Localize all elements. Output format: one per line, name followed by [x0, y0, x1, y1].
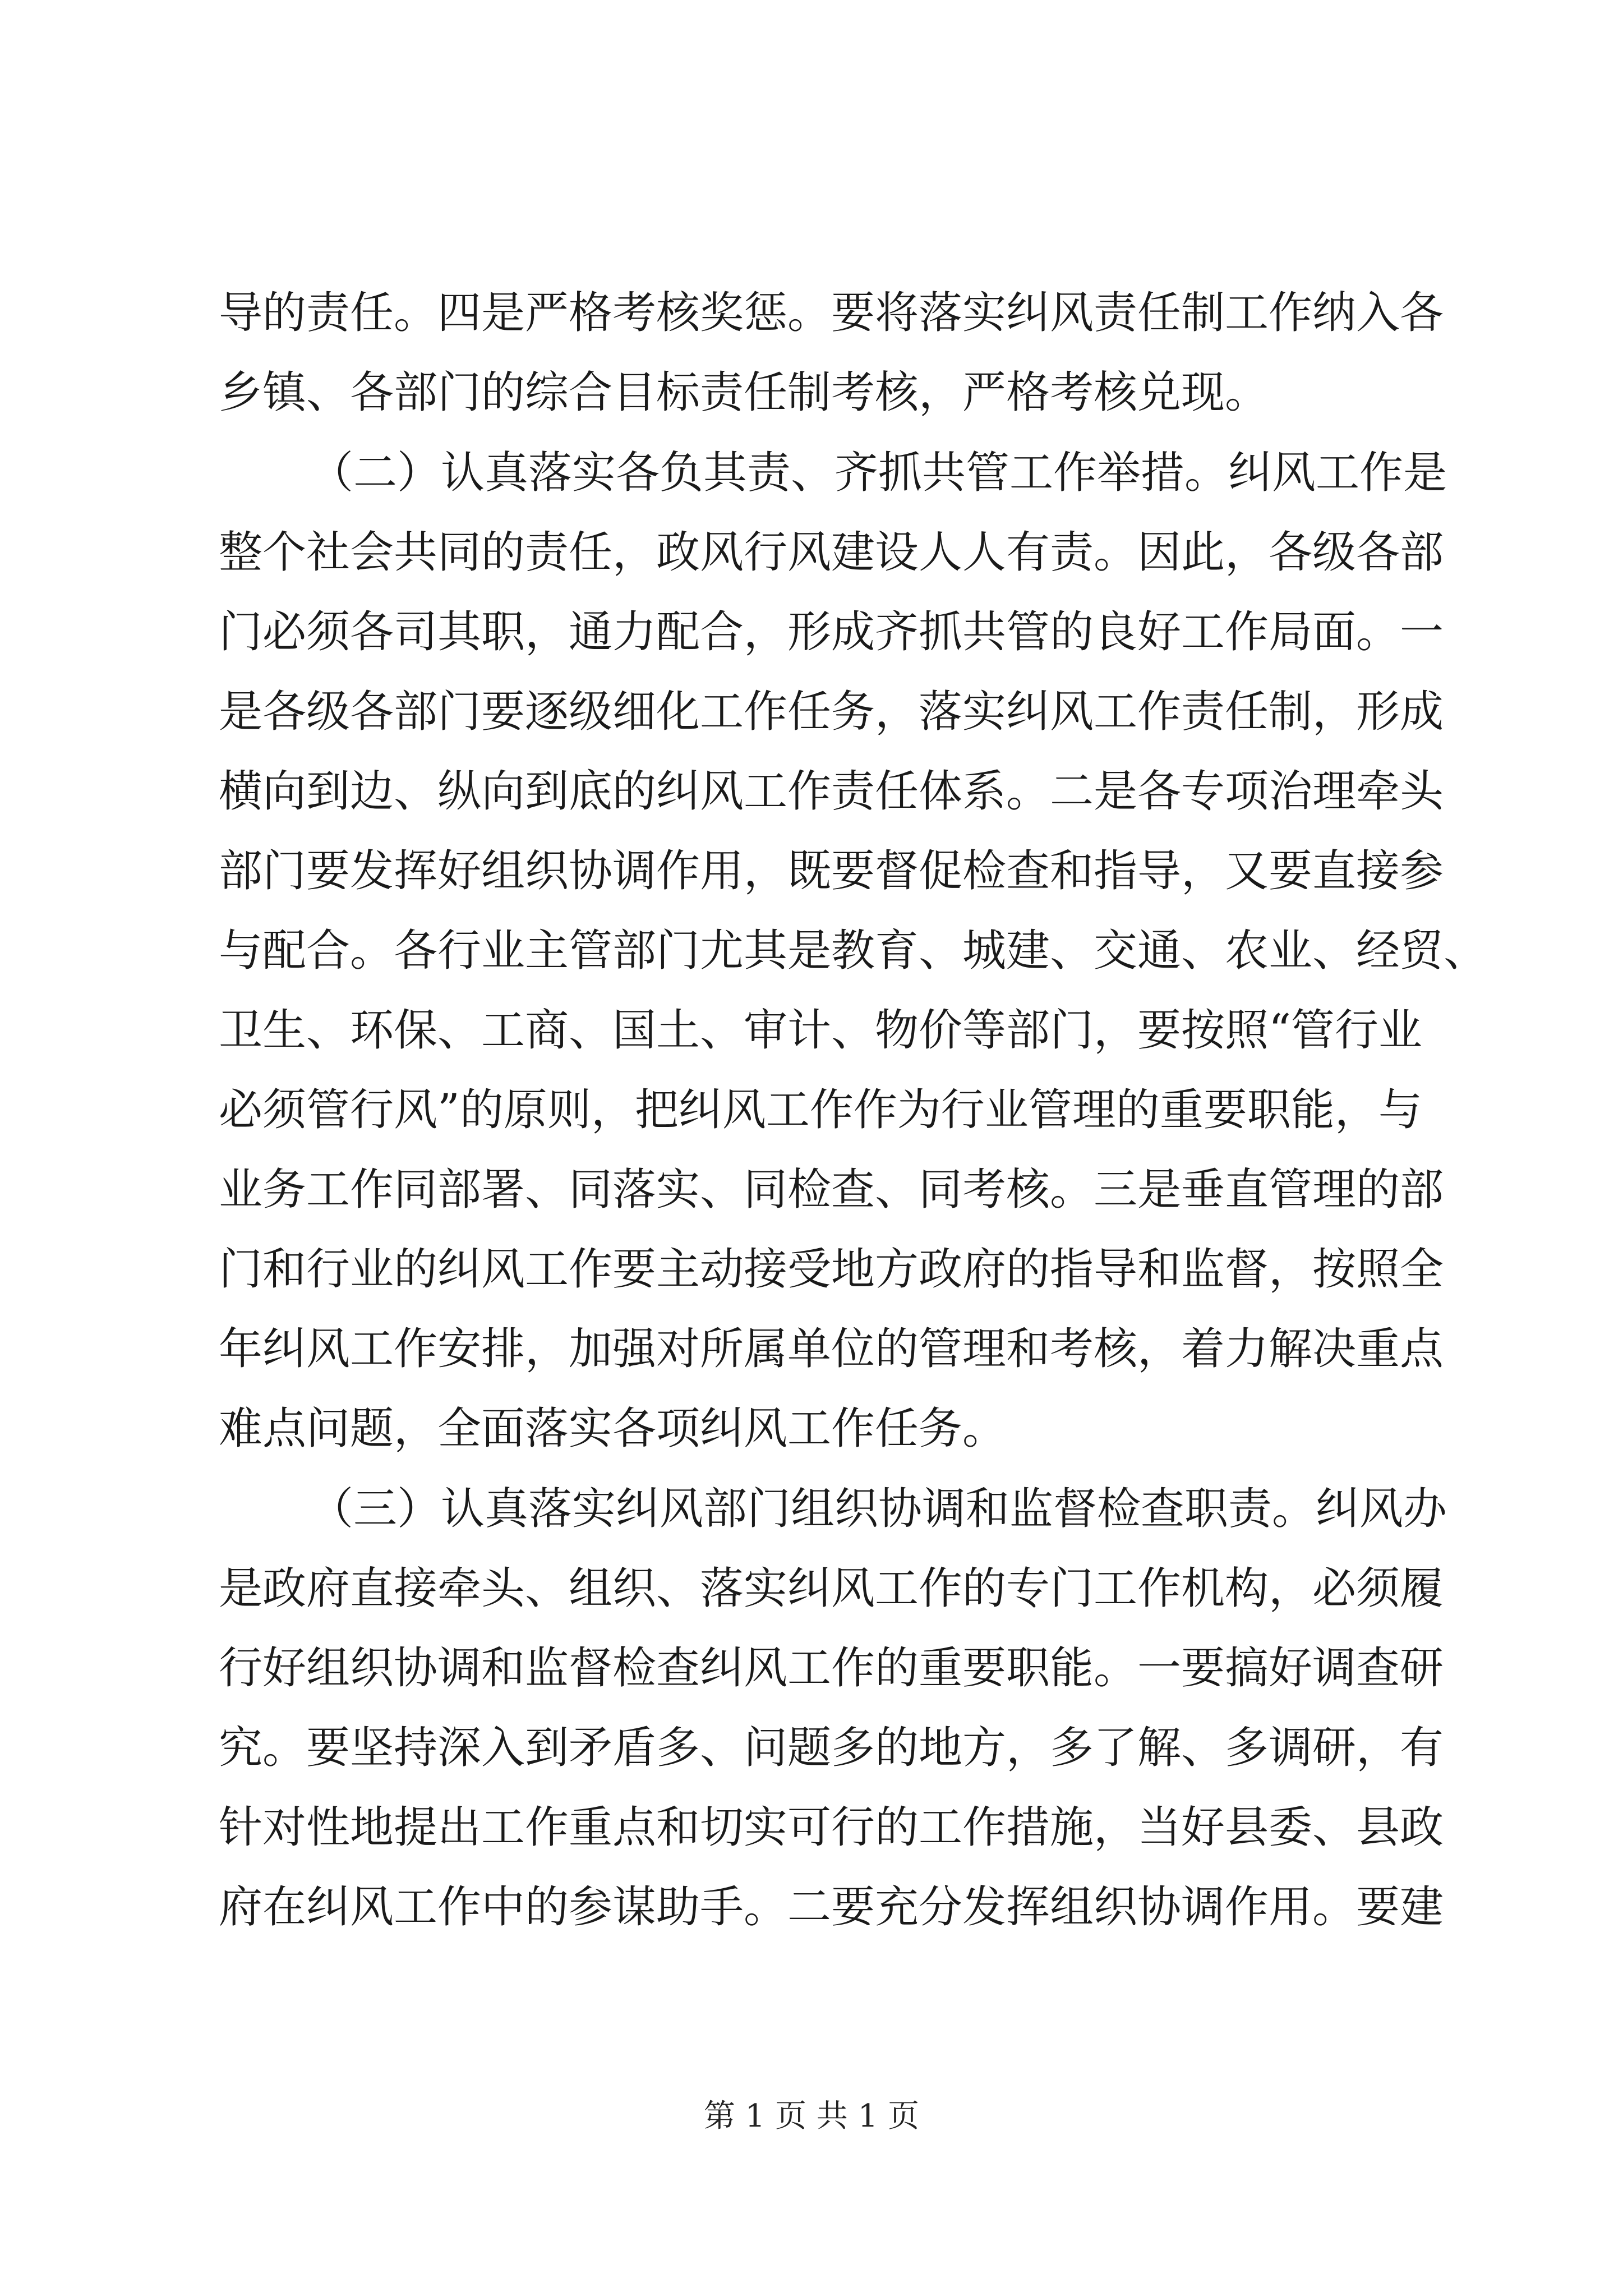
- body-text-line: 针对性地提出工作重点和切实可行的工作措施，当好县委、县政: [219, 1802, 1444, 1853]
- body-text-line: 乡镇、各部门的综合目标责任制考核，严格考核兑现。: [219, 367, 1269, 418]
- body-text-line: 是各级各部门要逐级细化工作任务，落实纠风工作责任制，形成: [219, 687, 1444, 737]
- body-text-line: 行好组织协调和监督检查纠风工作的重要职能。一要搞好调查研: [219, 1643, 1444, 1694]
- body-text-line: 与配合。各行业主管部门尤其是教育、城建、交通、农业、经贸、: [219, 926, 1488, 976]
- body-text-line: 门必须各司其职，通力配合，形成齐抓共管的良好工作局面。一: [219, 607, 1444, 657]
- body-text-line: 年纠风工作安排，加强对所属单位的管理和考核，着力解决重点: [219, 1324, 1444, 1374]
- body-text-line: 横向到边、纵向到底的纠风工作责任体系。二是各专项治理牵头: [219, 766, 1444, 817]
- body-text-line: 业务工作同部署、同落实、同检查、同考核。三是垂直管理的部: [219, 1165, 1444, 1215]
- body-text-line: 府在纠风工作中的参谋助手。二要充分发挥组织协调作用。要建: [219, 1882, 1444, 1932]
- body-text-line: 部门要发挥好组织协调作用，既要督促检查和指导，又要直接参: [219, 846, 1444, 896]
- body-text-line: 难点问题，全面落实各项纠风工作任务。: [219, 1404, 1007, 1454]
- body-text-line: 必须管行风”的原则，把纠风工作作为行业管理的重要职能，与: [219, 1085, 1422, 1135]
- body-text-line: 门和行业的纠风工作要主动接受地方政府的指导和监督，按照全: [219, 1244, 1444, 1295]
- body-text-line: 整个社会共同的责任，政风行风建设人人有责。因此，各级各部: [219, 527, 1444, 578]
- body-text-line: 究。要坚持深入到矛盾多、问题多的地方，多了解、多调研，有: [219, 1723, 1444, 1773]
- body-text-line: 导的责任。四是严格考核奖惩。要将落实纠风责任制工作纳入各: [219, 288, 1444, 338]
- page-footer: 第 1 页 共 1 页: [703, 2098, 920, 2134]
- paragraph-heading-line: （二）认真落实各负其责、齐抓共管工作举措。纠风工作是: [310, 448, 1447, 498]
- paragraph-heading-line: （三）认真落实纠风部门组织协调和监督检查职责。纠风办: [310, 1484, 1447, 1534]
- body-text-line: 卫生、环保、工商、国土、审计、物价等部门，要按照“管行业: [219, 1005, 1422, 1056]
- body-text-line: 是政府直接牵头、组织、落实纠风工作的专门工作机构，必须履: [219, 1563, 1444, 1614]
